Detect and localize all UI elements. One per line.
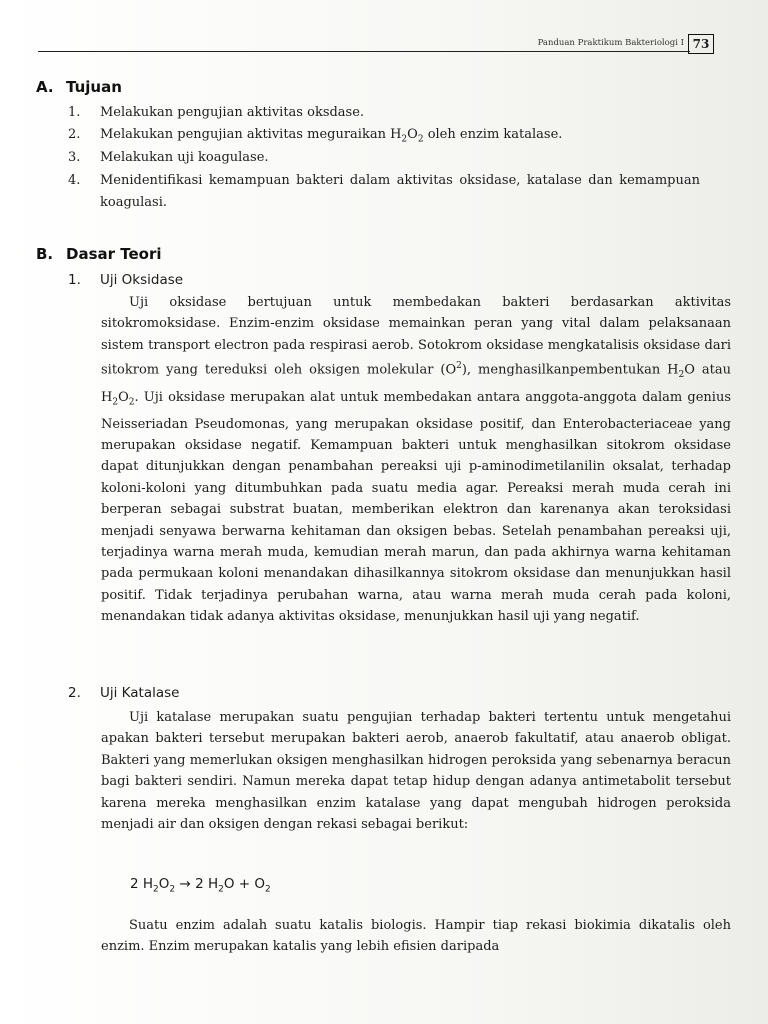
subsection-heading-oksidase: 1. Uji Oksidase: [68, 272, 184, 288]
section-b-heading: [36, 245, 162, 263]
list-text: Melakukan uji koagulase.: [100, 150, 269, 165]
header-rule: [38, 51, 690, 52]
subsection-heading-katalase: 2. Uji Katalase: [68, 685, 180, 701]
page-header: [38, 34, 718, 56]
section-b-letter: B.: [36, 245, 54, 263]
section-b-title: Dasar Teori: [66, 245, 162, 263]
list-item: [68, 147, 728, 169]
list-number: 2.: [68, 127, 81, 142]
paragraph-oksidase: Uji oksidase bertujuan untuk membedakan bakteri berdasarkan aktivitas sitokromoksidase. Enzim-enzim oksidase memainkan peran yang vital dalam pelaksanaan sistem transport electron pada respirasi aerob. Sotokrom oksidase mengkatalisis oksidase dari sitokrom yang tereduksi oleh oksigen molekular $(O^2)$, menghasilkanpembentukan $H_2O$ atau $H_2O_2$. Uji oksidase merupakan alat untuk membedakan antara anggota-anggota dalam genius Neisseriadan Pseudomonas, yang merupakan oksidase positif, dan Enterobacteriaceae yang merupakan oksidase negatif. Kemampuan bakteri untuk menghasilkan sitokrom oksidase dapat ditunjukkan dengan penambahan pereaksi uji p-aminodimetilanilin oksalat, terhadap koloni-koloni yang ditumbuhkan pada suatu media agar. Pereaksi merah muda cerah ini berperan sebagai substrat buatan, memberikan elektron dan karenanya akan teroksidasi menjadi senyawa berwarna kehitaman dan oksigen bebas. Setelah penambahan pereaksi uji, terjadinya warna merah muda, kemudian merah marun, dan pada akhirnya warna kehitaman pada permukaan koloni menandakan dihasilkannya sitokrom oksidase dan menunjukkan hasil positif. Tidak terjadinya perubahan warna, atau warna merah muda cerah pada koloni, menandakan tidak adanya aktivitas oksidase, menunjukkan hasil uji yang negatif.: [101, 295, 732, 625]
paragraph-enzim: Suatu enzim adalah suatu katalis biologis. Hampir tiap rekasi biokimia dikatalis oleh enzim. Enzim merupakan katalis yang lebih efisien daripada: [101, 918, 731, 955]
list-text: Melakukan pengujian aktivitas oksdase.: [100, 105, 365, 120]
running-title: Panduan Praktikum Bakteriologi I: [537, 38, 684, 48]
page-number: 73: [688, 34, 714, 54]
list-item: [68, 102, 728, 124]
list-item: [68, 170, 728, 214]
list-number: 4.: [68, 173, 81, 188]
list-text: Menidentifikasi kemampuan bakteri dalam aktivitas oksidase, katalase dan kemampuan koagulasi.: [100, 173, 700, 210]
list-text: Melakukan pengujian aktivitas meguraikan $H_2O_2$ oleh enzim katalase.: [100, 127, 563, 145]
paragraph-katalase: Uji katalase merupakan suatu pengujian terhadap bakteri tertentu untuk mengetahui apakan bakteri tersebut merupakan bakteri aerob, anaerob fakultatif, atau anaerob obligat. Bakteri yang memerlukan oksigen menghasilkan hidrogen peroksida yang sebenarnya beracun bagi bakteri sendiri. Namun mereka dapat tetap hidup dengan adanya antimetabolit tersebut karena mereka menghasilkan enzim katalase yang dapat mengubah hidrogen peroksida menjadi air dan oksigen dengan rekasi sebagai berikut:: [101, 710, 731, 833]
list-number: 1.: [68, 105, 81, 120]
section-a-letter: A.: [36, 78, 54, 96]
section-a-title: Tujuan: [66, 78, 122, 96]
section-a-heading: [36, 78, 122, 96]
reaction-equation: 2 $H_2O_2 \to 2$ $H_2O + O_2$: [130, 876, 271, 895]
arrow-icon: →: [179, 876, 191, 892]
list-number: 3.: [68, 150, 81, 165]
